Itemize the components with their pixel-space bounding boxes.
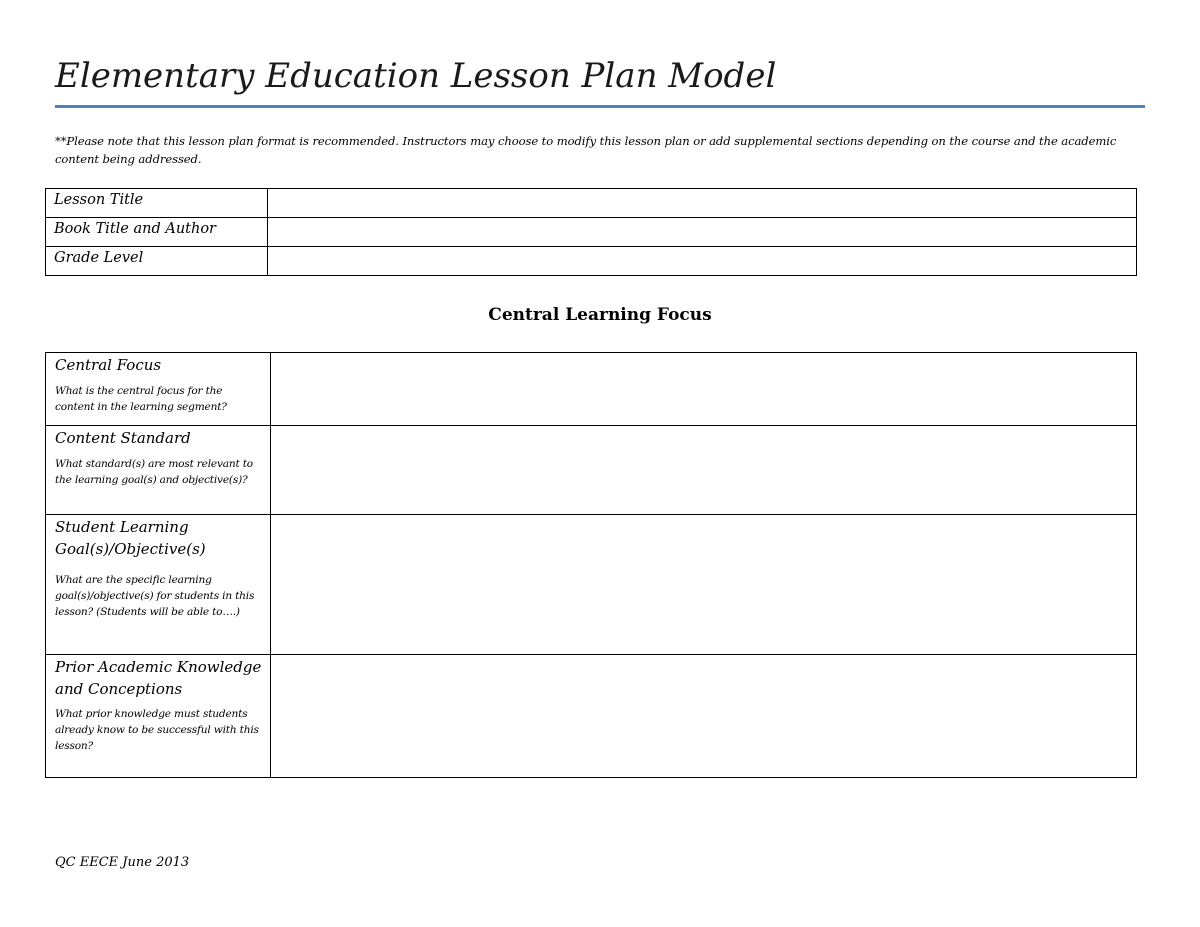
- prior-knowledge-hint: What prior knowledge must students already know to be successful with this lesson?: [55, 708, 259, 753]
- table-row: [46, 426, 1137, 515]
- footer-text: QC EECE June 2013: [55, 855, 190, 870]
- table-row: [46, 353, 1137, 426]
- book-title-author-label: Book Title and Author: [46, 218, 268, 247]
- learning-goals-title: Student Learning Goal(s)/Objective(s): [55, 518, 206, 558]
- table-row: [46, 247, 1137, 276]
- format-note: **Please note that this lesson plan format is recommended. Instructors may choose to modify this lesson plan or add supplemental sections depending on the course and the academic content being addressed.: [55, 134, 1117, 166]
- grade-level-field[interactable]: [268, 247, 1137, 276]
- title-underline: [55, 105, 1145, 108]
- central-focus-title: Central Focus: [55, 356, 162, 374]
- central-learning-focus-heading: Central Learning Focus: [488, 305, 712, 325]
- prior-knowledge-label-cell: [46, 655, 271, 778]
- grade-level-label: Grade Level: [46, 247, 268, 276]
- learning-goals-hint: What are the specific learning goal(s)/objective(s) for students in this lesson? (Students will be able to….): [55, 574, 255, 619]
- central-focus-hint: What is the central focus for the content in the learning segment?: [55, 384, 227, 413]
- content-standard-title: Content Standard: [55, 429, 191, 447]
- table-row: [46, 655, 1137, 778]
- central-focus-label-cell: [46, 353, 271, 426]
- table-row: [46, 189, 1137, 218]
- lesson-title-label: Lesson Title: [46, 189, 268, 218]
- table-row: [46, 218, 1137, 247]
- learning-goals-label-cell: [46, 515, 271, 655]
- prior-knowledge-field[interactable]: [271, 655, 1137, 778]
- book-title-author-field[interactable]: [268, 218, 1137, 247]
- table-row: [46, 515, 1137, 655]
- lesson-title-field[interactable]: [268, 189, 1137, 218]
- central-focus-field[interactable]: [271, 353, 1137, 426]
- central-learning-focus-table: [45, 352, 1137, 778]
- learning-goals-field[interactable]: [271, 515, 1137, 655]
- content-standard-label-cell: [46, 426, 271, 515]
- content-standard-hint: What standard(s) are most relevant to the learning goal(s) and objective(s)?: [55, 457, 253, 486]
- prior-knowledge-title: Prior Academic Knowledge and Conceptions: [55, 658, 262, 698]
- lesson-info-table: [45, 188, 1137, 276]
- content-standard-field[interactable]: [271, 426, 1137, 515]
- document-title: Elementary Education Lesson Plan Model: [55, 56, 777, 96]
